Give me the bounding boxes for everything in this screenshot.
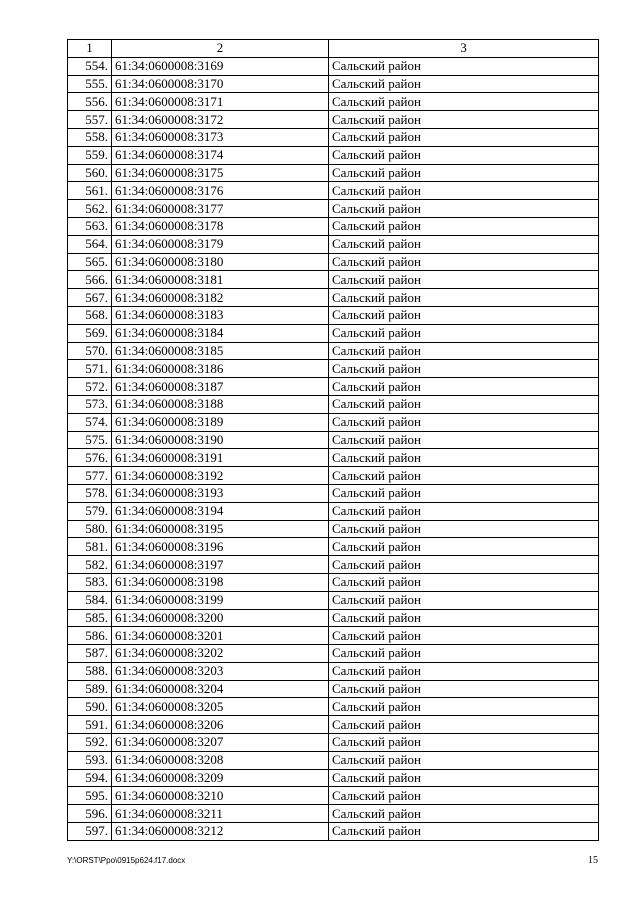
cadastral-number-cell: 61:34:0600008:3183 (112, 306, 329, 324)
cadastral-number-cell: 61:34:0600008:3172 (112, 111, 329, 129)
row-number-cell: 578. (68, 484, 112, 502)
row-number-cell: 562. (68, 200, 112, 218)
row-number-cell: 590. (68, 698, 112, 716)
cadastral-number-cell: 61:34:0600008:3177 (112, 200, 329, 218)
cadastral-number-cell: 61:34:0600008:3202 (112, 645, 329, 663)
table-row (68, 93, 599, 111)
cadastral-number-cell: 61:34:0600008:3208 (112, 751, 329, 769)
table-row (68, 734, 599, 752)
district-cell: Сальский район (329, 698, 599, 716)
row-number-cell: 565. (68, 253, 112, 271)
cadastral-number-cell: 61:34:0600008:3200 (112, 609, 329, 627)
district-cell: Сальский район (329, 502, 599, 520)
cadastral-number-cell: 61:34:0600008:3173 (112, 128, 329, 146)
row-number-cell: 594. (68, 769, 112, 787)
row-number-cell: 573. (68, 395, 112, 413)
district-cell: Сальский район (329, 289, 599, 307)
cadastral-number-cell: 61:34:0600008:3190 (112, 431, 329, 449)
district-cell: Сальский район (329, 716, 599, 734)
row-number-cell: 586. (68, 627, 112, 645)
table-row (68, 271, 599, 289)
table-row (68, 235, 599, 253)
district-cell: Сальский район (329, 645, 599, 663)
row-number-cell: 579. (68, 502, 112, 520)
row-number-cell: 567. (68, 289, 112, 307)
table-row (68, 413, 599, 431)
cadastral-number-cell: 61:34:0600008:3185 (112, 342, 329, 360)
cadastral-number-cell: 61:34:0600008:3193 (112, 484, 329, 502)
cadastral-number-cell: 61:34:0600008:3211 (112, 805, 329, 823)
district-cell: Сальский район (329, 75, 599, 93)
district-cell: Сальский район (329, 609, 599, 627)
cadastral-number-cell: 61:34:0600008:3196 (112, 538, 329, 556)
district-cell: Сальский район (329, 235, 599, 253)
cadastral-number-cell: 61:34:0600008:3212 (112, 823, 329, 841)
table-row (68, 128, 599, 146)
table-row (68, 217, 599, 235)
cadastral-table (67, 39, 599, 841)
table-row (68, 75, 599, 93)
table-row (68, 324, 599, 342)
row-number-cell: 571. (68, 360, 112, 378)
row-number-cell: 584. (68, 591, 112, 609)
footer-page-number: 15 (588, 855, 598, 866)
district-cell: Сальский район (329, 680, 599, 698)
cadastral-number-cell: 61:34:0600008:3209 (112, 769, 329, 787)
cadastral-number-cell: 61:34:0600008:3176 (112, 182, 329, 200)
cadastral-number-cell: 61:34:0600008:3199 (112, 591, 329, 609)
district-cell: Сальский район (329, 769, 599, 787)
row-number-cell: 556. (68, 93, 112, 111)
district-cell: Сальский район (329, 164, 599, 182)
cadastral-number-cell: 61:34:0600008:3201 (112, 627, 329, 645)
cadastral-number-cell: 61:34:0600008:3191 (112, 449, 329, 467)
table-row (68, 146, 599, 164)
table-row (68, 431, 599, 449)
district-cell: Сальский район (329, 360, 599, 378)
row-number-cell: 558. (68, 128, 112, 146)
row-number-cell: 591. (68, 716, 112, 734)
district-cell: Сальский район (329, 217, 599, 235)
row-number-cell: 569. (68, 324, 112, 342)
column-header-1: 1 (68, 40, 112, 58)
cadastral-number-cell: 61:34:0600008:3174 (112, 146, 329, 164)
district-cell: Сальский район (329, 413, 599, 431)
row-number-cell: 554. (68, 57, 112, 75)
row-number-cell: 555. (68, 75, 112, 93)
row-number-cell: 564. (68, 235, 112, 253)
district-cell: Сальский район (329, 538, 599, 556)
district-cell: Сальский район (329, 395, 599, 413)
table-row (68, 342, 599, 360)
cadastral-number-cell: 61:34:0600008:3194 (112, 502, 329, 520)
row-number-cell: 568. (68, 306, 112, 324)
table-row (68, 182, 599, 200)
row-number-cell: 583. (68, 573, 112, 591)
row-number-cell: 587. (68, 645, 112, 663)
column-header-3: 3 (329, 40, 599, 58)
cadastral-number-cell: 61:34:0600008:3170 (112, 75, 329, 93)
table-row (68, 449, 599, 467)
district-cell: Сальский район (329, 787, 599, 805)
district-cell: Сальский район (329, 734, 599, 752)
cadastral-number-cell: 61:34:0600008:3206 (112, 716, 329, 734)
row-number-cell: 570. (68, 342, 112, 360)
table-row (68, 253, 599, 271)
table-row (68, 484, 599, 502)
row-number-cell: 592. (68, 734, 112, 752)
district-cell: Сальский район (329, 111, 599, 129)
cadastral-number-cell: 61:34:0600008:3188 (112, 395, 329, 413)
district-cell: Сальский район (329, 378, 599, 396)
district-cell: Сальский район (329, 182, 599, 200)
table-row (68, 538, 599, 556)
cadastral-number-cell: 61:34:0600008:3184 (112, 324, 329, 342)
row-number-cell: 596. (68, 805, 112, 823)
table-row (68, 556, 599, 574)
cadastral-number-cell: 61:34:0600008:3182 (112, 289, 329, 307)
row-number-cell: 588. (68, 662, 112, 680)
row-number-cell: 566. (68, 271, 112, 289)
cadastral-number-cell: 61:34:0600008:3189 (112, 413, 329, 431)
cadastral-number-cell: 61:34:0600008:3181 (112, 271, 329, 289)
district-cell: Сальский район (329, 271, 599, 289)
table-row (68, 591, 599, 609)
district-cell: Сальский район (329, 306, 599, 324)
table-row (68, 502, 599, 520)
row-number-cell: 561. (68, 182, 112, 200)
district-cell: Сальский район (329, 751, 599, 769)
table-row (68, 360, 599, 378)
table-row (68, 769, 599, 787)
table-row (68, 680, 599, 698)
cadastral-number-cell: 61:34:0600008:3171 (112, 93, 329, 111)
district-cell: Сальский район (329, 253, 599, 271)
cadastral-number-cell: 61:34:0600008:3186 (112, 360, 329, 378)
table-row (68, 57, 599, 75)
row-number-cell: 572. (68, 378, 112, 396)
table-row (68, 627, 599, 645)
row-number-cell: 576. (68, 449, 112, 467)
table-row (68, 805, 599, 823)
row-number-cell: 595. (68, 787, 112, 805)
cadastral-number-cell: 61:34:0600008:3179 (112, 235, 329, 253)
row-number-cell: 582. (68, 556, 112, 574)
row-number-cell: 563. (68, 217, 112, 235)
column-header-2: 2 (112, 40, 329, 58)
district-cell: Сальский район (329, 467, 599, 485)
row-number-cell: 580. (68, 520, 112, 538)
table-row (68, 823, 599, 841)
cadastral-number-cell: 61:34:0600008:3207 (112, 734, 329, 752)
cadastral-number-cell: 61:34:0600008:3187 (112, 378, 329, 396)
table-body (68, 57, 599, 840)
table-row (68, 698, 599, 716)
cadastral-number-cell: 61:34:0600008:3205 (112, 698, 329, 716)
row-number-cell: 597. (68, 823, 112, 841)
district-cell: Сальский район (329, 431, 599, 449)
cadastral-number-cell: 61:34:0600008:3180 (112, 253, 329, 271)
table-row (68, 164, 599, 182)
district-cell: Сальский район (329, 662, 599, 680)
cadastral-number-cell: 61:34:0600008:3192 (112, 467, 329, 485)
footer-file-path: Y:\ORST\Ppo\0915p624.f17.docx (67, 856, 186, 865)
district-cell: Сальский район (329, 342, 599, 360)
cadastral-number-cell: 61:34:0600008:3178 (112, 217, 329, 235)
table-row (68, 662, 599, 680)
district-cell: Сальский район (329, 146, 599, 164)
row-number-cell: 593. (68, 751, 112, 769)
table-row (68, 751, 599, 769)
table-row (68, 378, 599, 396)
table-header-row (68, 40, 599, 58)
row-number-cell: 559. (68, 146, 112, 164)
district-cell: Сальский район (329, 200, 599, 218)
district-cell: Сальский район (329, 556, 599, 574)
row-number-cell: 577. (68, 467, 112, 485)
district-cell: Сальский район (329, 573, 599, 591)
district-cell: Сальский район (329, 93, 599, 111)
district-cell: Сальский район (329, 591, 599, 609)
row-number-cell: 585. (68, 609, 112, 627)
row-number-cell: 575. (68, 431, 112, 449)
table-row (68, 395, 599, 413)
table-row (68, 467, 599, 485)
district-cell: Сальский район (329, 484, 599, 502)
table-row (68, 111, 599, 129)
row-number-cell: 574. (68, 413, 112, 431)
district-cell: Сальский район (329, 627, 599, 645)
table-row (68, 645, 599, 663)
cadastral-number-cell: 61:34:0600008:3195 (112, 520, 329, 538)
cadastral-number-cell: 61:34:0600008:3204 (112, 680, 329, 698)
row-number-cell: 589. (68, 680, 112, 698)
row-number-cell: 557. (68, 111, 112, 129)
district-cell: Сальский район (329, 128, 599, 146)
table-row (68, 306, 599, 324)
table-row (68, 520, 599, 538)
row-number-cell: 581. (68, 538, 112, 556)
cadastral-number-cell: 61:34:0600008:3175 (112, 164, 329, 182)
district-cell: Сальский район (329, 57, 599, 75)
district-cell: Сальский район (329, 805, 599, 823)
table-row (68, 289, 599, 307)
table-row (68, 573, 599, 591)
cadastral-number-cell: 61:34:0600008:3198 (112, 573, 329, 591)
district-cell: Сальский район (329, 324, 599, 342)
cadastral-number-cell: 61:34:0600008:3210 (112, 787, 329, 805)
district-cell: Сальский район (329, 823, 599, 841)
cadastral-number-cell: 61:34:0600008:3197 (112, 556, 329, 574)
row-number-cell: 560. (68, 164, 112, 182)
table-row (68, 787, 599, 805)
cadastral-number-cell: 61:34:0600008:3203 (112, 662, 329, 680)
table-row (68, 609, 599, 627)
table-row (68, 716, 599, 734)
district-cell: Сальский район (329, 520, 599, 538)
table-row (68, 200, 599, 218)
cadastral-number-cell: 61:34:0600008:3169 (112, 57, 329, 75)
district-cell: Сальский район (329, 449, 599, 467)
